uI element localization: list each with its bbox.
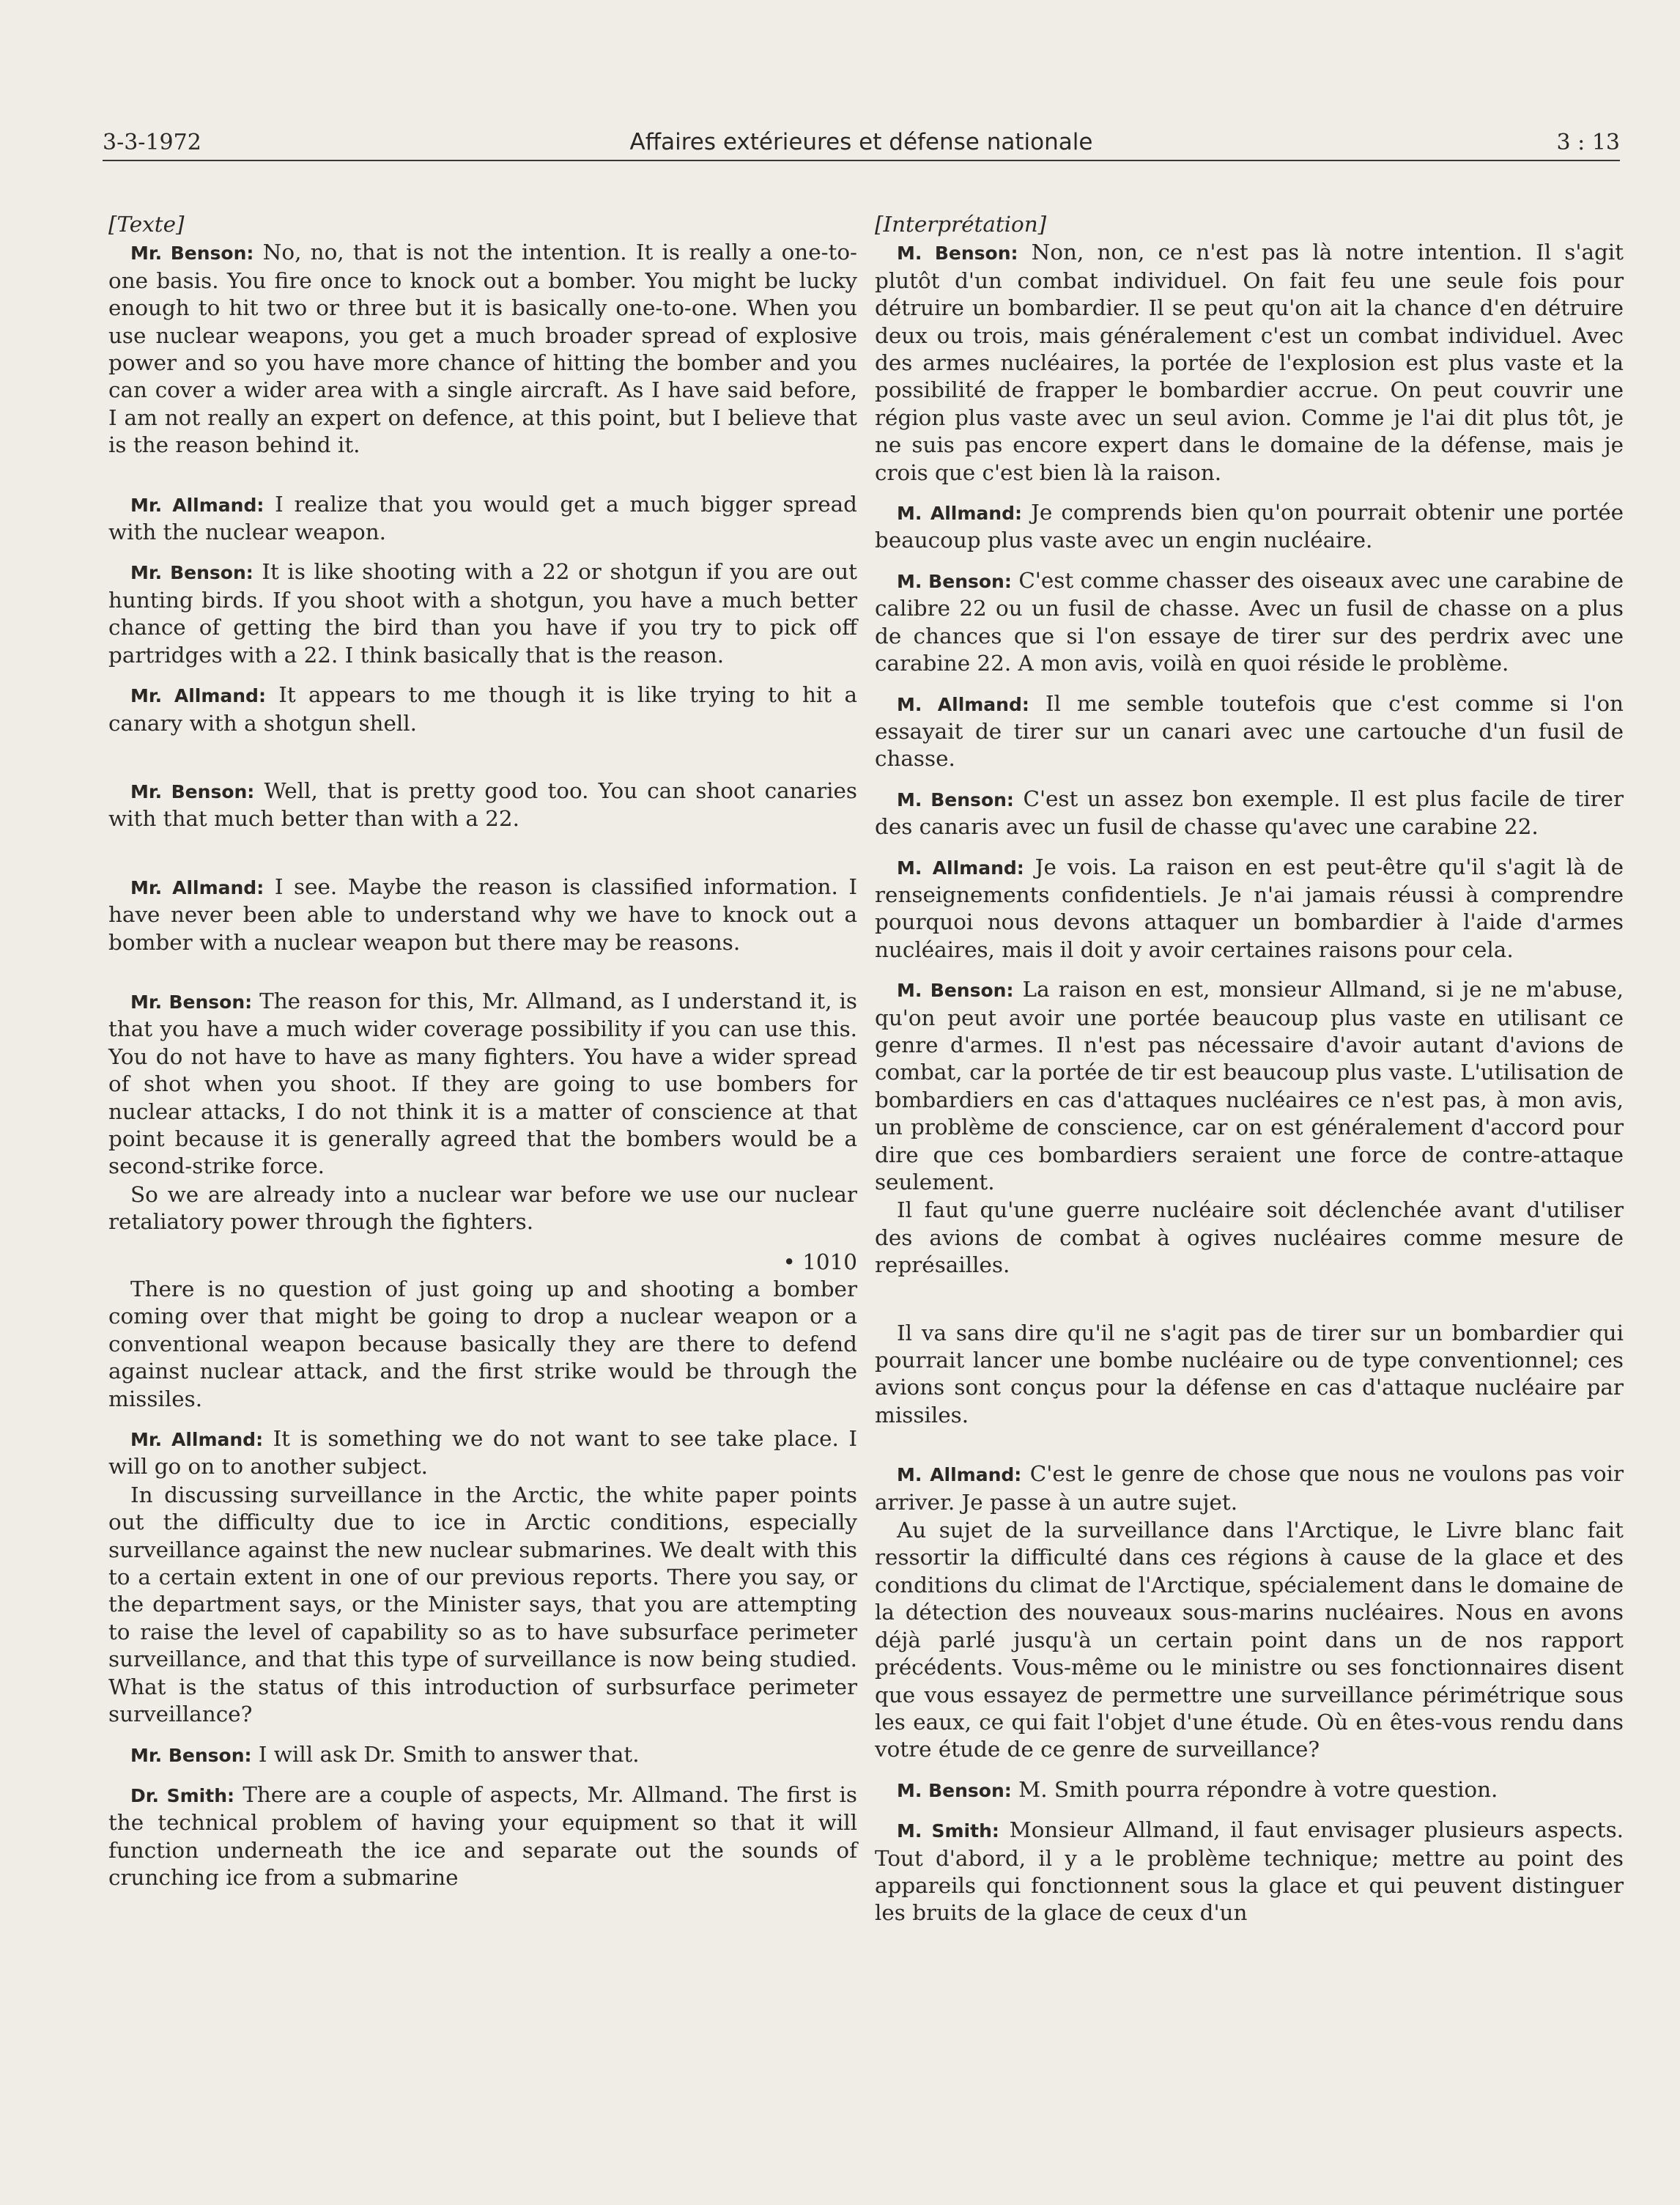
paragraph (875, 1817, 1624, 1927)
paragraph-text: C'est comme chasser des oiseaux avec une carabine de calibre 22 ou un fusil de chasse. Avec un fusil de chasse on a plus de chances que si l'on essaye de tirer sur des perdrix avec une carabine 22. A mon avis, voilà en quoi réside le problème. (875, 567, 1624, 676)
speaker-name: Mr. Benson: (130, 1744, 252, 1766)
speaker-name: M. Benson: (897, 788, 1014, 810)
paragraph (108, 558, 857, 669)
speaker-name: Mr. Benson: (130, 562, 254, 584)
speaker-name: M. Allmand: (897, 503, 1022, 525)
paragraph-text: I realize that you would get a much bigger spread with the nuclear weapon. (108, 491, 857, 545)
paragraph (108, 873, 857, 956)
paragraph (108, 988, 857, 1181)
speaker-name: Mr. Allmand: (130, 876, 264, 898)
header-date: 3-3-1972 (103, 130, 201, 155)
french-column (875, 211, 1624, 1940)
paragraph: Au sujet de la surveillance dans l'Arctique, le Livre blanc fait ressortir la difficulté dans ces régions à cause de la glace et des conditions du climat de l'Arctique, spécialement dans le domaine de la détection des nouveaux sous-marins nucléaires. Nous en avons déjà parlé jusqu'à un certain point dans un de nos rapport précédents. Vous-même ou le ministre ou ses fonctionnaires disent que vous essayez de permettre une surveillance périmétrique sous les eaux, ce qui fait l'objet d'une étude. Où en êtes-vous rendu dans votre étude de ce genre de surveillance? (875, 1518, 1624, 1762)
paragraph (875, 567, 1624, 678)
paragraph (108, 491, 857, 547)
page-header (103, 123, 1620, 161)
paragraph (875, 239, 1624, 487)
speaker-name: M. Benson: (897, 570, 1012, 592)
speaker-name: M. Benson: (897, 243, 1018, 265)
paragraph-text: Je vois. La raison en est peut-être qu'il s'agit là de renseignements confidentiels. Je n'ai jamais réussi à comprendre pourquoi nous devons attaquer un bombardier à l'aide d'armes nucléaires, mais il doit y avoir certaines raisons pour cela. (875, 854, 1624, 962)
paragraph-text: Je comprends bien qu'on pourrait obtenir une portée beaucoup plus vaste avec un engin nucléaire. (875, 500, 1624, 553)
paragraph-text: Il me semble toutefois que c'est comme si l'on essayait de tirer sur un canari avec une cartouche d'un fusil de chasse. (875, 690, 1624, 772)
speaker-name: M. Benson: (897, 1779, 1012, 1801)
paragraph-text: I see. Maybe the reason is classified information. I have never been able to understand why we have to knock out a bomber with a nuclear weapon but there may be reasons. (108, 873, 858, 955)
paragraph (875, 786, 1624, 841)
paragraph-text: M. Smith pourra répondre à votre question. (1018, 1776, 1498, 1802)
speaker-name: Mr. Allmand: (130, 494, 264, 516)
paragraph: There is no question of just going up and shooting a bomber coming over that might be going to drop a nuclear weapon or a conventional weapon because basically they are there to defend against nuclear attack, and the first strike would be through the missiles. (108, 1277, 857, 1411)
paragraph-text: It is something we do not want to see take place. I will go on to another subject. (108, 1426, 857, 1480)
paragraph-text: It appears to me though it is like trying to hit a canary with a shotgun shell. (108, 682, 858, 736)
paragraph-text: Monsieur Allmand, il faut envisager plusieurs aspects. Tout d'abord, il y a le problème technique; mettre au point des appareils qui fonctionnent sous la glace et qui peuvent distinguer les bruits de la glace de ceux d'un (875, 1817, 1624, 1926)
speaker-name: M. Smith: (897, 1820, 999, 1842)
paragraph-text: There are a couple of aspects, Mr. Allmand. The first is the technical problem of having your equipment so that it will function underneath the ice and separate out the sounds of crunching ice from a submarine (108, 1781, 858, 1891)
paragraph (108, 778, 857, 833)
paragraph (108, 1781, 857, 1892)
language-label: [Texte] (108, 212, 185, 237)
speaker-name: Mr. Benson: (130, 243, 254, 265)
speaker-name: Mr. Allmand: (130, 1429, 264, 1451)
paragraph-text: It is like shooting with a 22 or shotgun if you are out hunting birds. If you shoot with a shotgun, you have a much better chance of getting the bird than you have if you try to pick off partridges with a 22. I think basically that is the reason. (108, 559, 857, 668)
paragraph (108, 239, 857, 459)
speaker-name: Mr. Allmand: (130, 685, 266, 707)
paragraph-text: I will ask Dr. Smith to answer that. (258, 1741, 640, 1767)
paragraph: Il faut qu'une guerre nucléaire soit déclenchée avant d'utiliser des avions de combat à ogives nucléaires comme mesure de représailles. (875, 1197, 1624, 1278)
speaker-name: Mr. Benson: (130, 780, 255, 802)
paragraph (875, 499, 1624, 555)
english-column (108, 211, 857, 1905)
paragraph (875, 854, 1624, 964)
paragraph (108, 1741, 857, 1769)
timestamp: • 1010 (782, 1249, 857, 1274)
speaker-name: M. Allmand: (897, 1464, 1022, 1486)
speaker-name: M. Allmand: (897, 857, 1024, 879)
header-title: Affaires extérieures et défense nationale (629, 129, 1093, 155)
speaker-name: M. Benson: (897, 980, 1014, 1002)
paragraph-text: No, no, that is not the intention. It is really a one-to-one basis. You fire once to knock out a bomber. You might be lucky enough to hit two or three but it is basically one-to-one. When you use nuclear weapons, you get a much broader spread of explosive power and so you have more chance of hitting the bomber and you can cover a wider area with a single aircraft. As I have said before, I am not really an expert on defence, at this point, but I believe that is the reason behind it. (108, 240, 857, 458)
speaker-name: Dr. Smith: (130, 1784, 234, 1806)
paragraph (875, 1776, 1624, 1804)
paragraph (875, 690, 1624, 773)
paragraph (108, 1425, 857, 1481)
paragraph: So we are already into a nuclear war before we use our nuclear retaliatory power through the fighters. (108, 1181, 857, 1235)
paragraph: Il va sans dire qu'il ne s'agit pas de tirer sur un bombardier qui pourrait lancer une bombe nucléaire ou de type conventionnel; ces avions sont conçus pour la défense en cas d'attaque nucléaire par missiles. (875, 1320, 1624, 1427)
paragraph-text: C'est le genre de chose que nous ne voulons pas voir arriver. Je passe à un autre sujet. (875, 1461, 1624, 1515)
header-page-number: 3 : 13 (1556, 130, 1620, 155)
paragraph-text: C'est un assez bon exemple. Il est plus facile de tirer des canaris avec un fusil de chasse qu'avec une carabine 22. (875, 786, 1624, 840)
speaker-name: Mr. Benson: (130, 991, 253, 1013)
paragraph-text: La raison en est, monsieur Allmand, si je ne m'abuse, qu'on peut avoir une portée beaucoup plus vaste en utilisant ce genre d'armes. Il n'est pas nécessaire d'avoir autant d'avions de combat, car la portée de tir est beaucoup plus vaste. L'utilisation de bombardiers en cas d'attaques nucléaires ce n'est pas, à mon avis, un problème de conscience, car on est généralement d'accord pour dire que ces bombardiers seraient une force de contre-attaque seulement. (875, 977, 1624, 1194)
paragraph-text: Well, that is pretty good too. You can shoot canaries with that much better than with a 22. (108, 778, 857, 832)
paragraph: In discussing surveillance in the Arctic, the white paper points out the difficulty due to ice in Arctic conditions, especially surveillance against the new nuclear submarines. We dealt with this to a certain extent in one of our previous reports. There you say, or the department says, or the Minister says, that you are attempting to raise the level of capability so as to have subsurface perimeter surveillance, and that this type of surveillance is now being studied. What is the status of this introduction of surbsurface perimeter surveillance? (108, 1482, 857, 1727)
language-label: [Interprétation] (875, 212, 1047, 237)
paragraph-text: The reason for this, Mr. Allmand, as I understand it, is that you have a much wider coverage possibility if you can use this. You do not have to have as many fighters. You have a wider spread of shot when you shoot. If they are going to use bombers for nuclear attacks, I do not think it is a matter of conscience at that point because it is generally agreed that the bombers would be a second-strike force. (108, 988, 857, 1179)
paragraph-text: Non, non, ce n'est pas là notre intention. Il s'agit plutôt d'un combat individuel. On fait feu une seule fois pour détruire un bombardier. Il se peut qu'on ait la chance d'en détruire deux ou trois, mais généralement c'est un combat individuel. Avec des armes nucléaires, la portée de l'explosion est plus vaste et la possibilité de frapper le bombardier accrue. On peut couvrir une région plus vaste avec un seul avion. Comme je l'ai dit plus tôt, je ne suis pas encore expert dans le domaine de la défense, mais je crois que c'est bien là la raison. (875, 240, 1624, 485)
speaker-name: M. Allmand: (897, 693, 1029, 715)
paragraph (875, 1460, 1624, 1516)
paragraph (875, 976, 1624, 1196)
paragraph (108, 682, 857, 737)
